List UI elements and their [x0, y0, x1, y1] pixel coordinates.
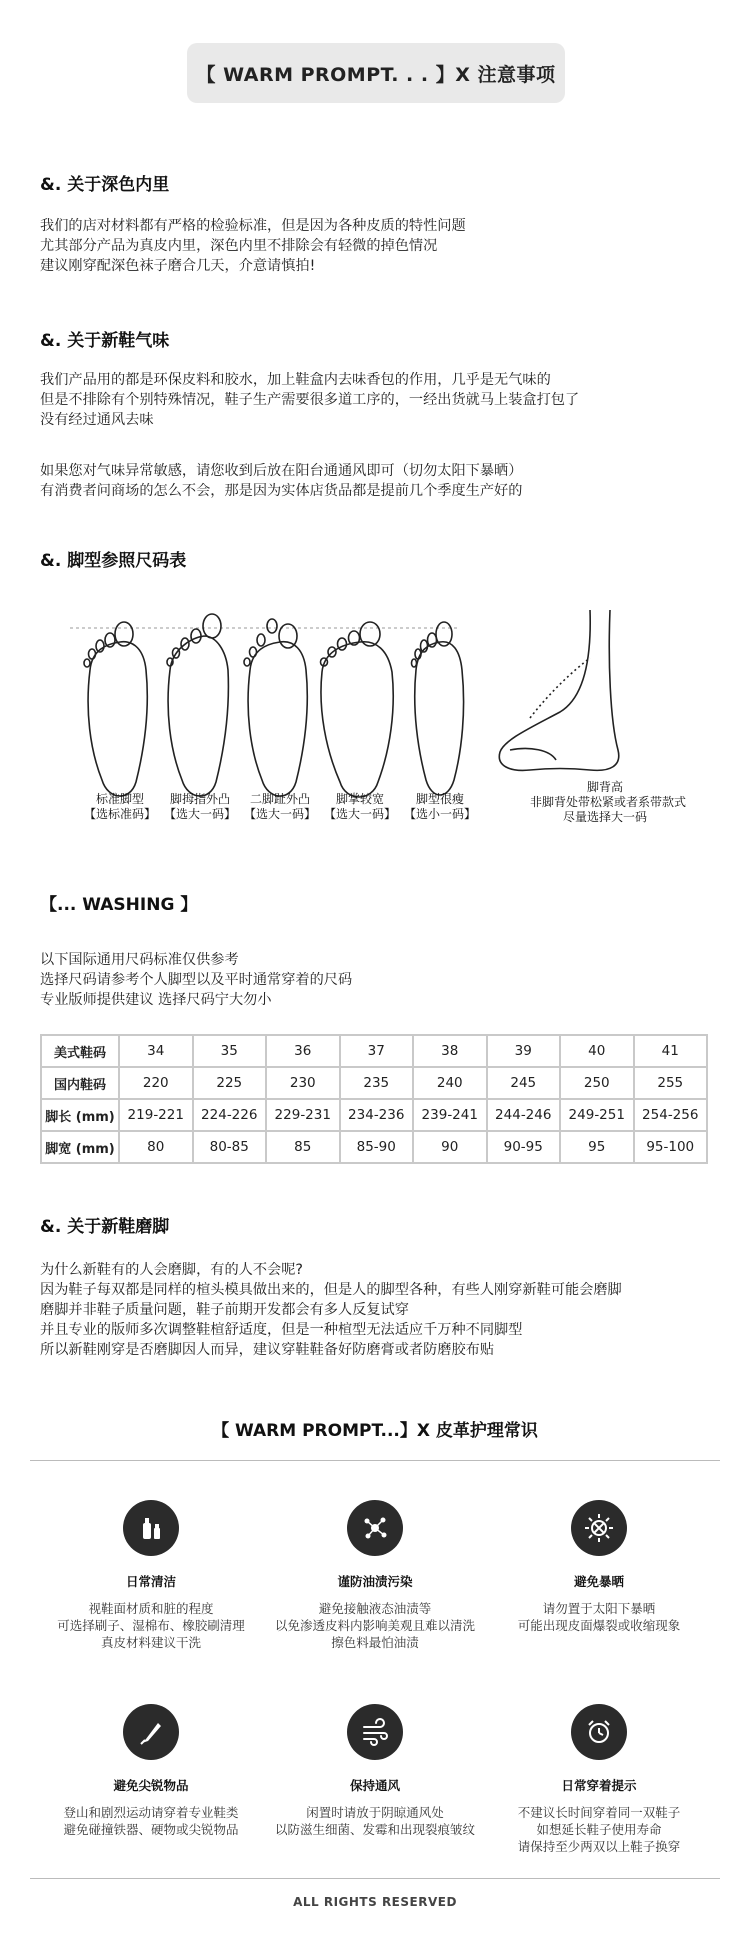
care-item-oil-stain: 谨防油渍污染 避免接触液态油渍等 以免渗透皮料内影响美观且难以清洗 擦色料最怕油渍 [260, 1500, 490, 1651]
foot-label-standard: 标准脚型 【选标准码】 [83, 792, 156, 821]
care-item-cleaning: 日常清洁 视鞋面材质和脏的程度 可选择刷子、湿棉布、橡胶刷清理 真皮材料建议干洗 [36, 1500, 266, 1651]
alarm-clock-icon [571, 1704, 627, 1760]
table-row: 国内鞋码 220 225 230 235 240 245 250 255 [41, 1067, 707, 1099]
size-chart-table [40, 1034, 708, 1164]
smell-text-2: 如果您对气味异常敏感，请您收到后放在阳台通通风即可（切勿太阳下暴晒） 有消费者问商场的怎么不会，那是因为实体店货品都是提前几个季度生产好的 [40, 463, 523, 499]
rubbing-text: 为什么新鞋有的人会磨脚，有的人不会呢? 因为鞋子每双都是同样的楦头模具做出来的，但是人的脚型各种，有些人刚穿新鞋可能会磨脚 磨脚并非鞋子质量问题，鞋子前期开发都会有多人反复试穿 并且专业的版师多次调整鞋楦舒适度，但是一种楦型无法适应千万种不同脚型 所以新鞋刚穿是否磨脚因人而异，建议穿鞋鞋备好防磨膏或者防磨胶布贴 [40, 1262, 622, 1358]
foot-label-big-toe: 脚拇指外凸 【选大一码】 [163, 792, 236, 821]
cleaning-icon [123, 1500, 179, 1556]
table-row: 脚长 (mm) 219-221 224-226 229-231 234-236 239-241 244-246 249-251 254-256 [41, 1099, 707, 1131]
leather-care-title: 【 WARM PROMPT...】X 皮革护理常识 [212, 1421, 538, 1441]
dark-lining-text: 我们的店对材料都有严格的检验标准，但是因为各种皮质的特性问题 尤其部分产品为真皮内里，深色内里不排除会有轻微的掉色情况 建议刚穿配深色袜子磨合几天，介意请慎拍! [40, 218, 466, 274]
care-item-avoid-sun: 避免暴晒 请勿置于太阳下暴晒 可能出现皮面爆裂或收缩现象 [484, 1500, 714, 1634]
section-heading-washing: 【... WASHING 】 [40, 895, 198, 915]
ventilation-icon [347, 1704, 403, 1760]
section-heading-dark-lining: &. 关于深色内里 [40, 175, 170, 195]
stain-icon [347, 1500, 403, 1556]
divider [30, 1878, 720, 1879]
section-heading-new-shoe-smell: &. 关于新鞋气味 [40, 331, 170, 351]
sun-icon [571, 1500, 627, 1556]
care-item-daily-wear: 日常穿着提示 不建议长时间穿着同一双鞋子 如想延长鞋子使用寿命 请保持至少两双以上鞋子换穿 [484, 1704, 714, 1855]
copyright-footer: ALL RIGHTS RESERVED [293, 1895, 457, 1909]
table-row: 美式鞋码 34 35 36 37 38 39 40 41 [41, 1035, 707, 1067]
smell-text: 我们产品用的都是环保皮料和胶水，加上鞋盒内去味香包的作用，几乎是无气味的 但是不排除有个别特殊情况，鞋子生产需要很多道工序的，一经出货就马上装盒打包了 没有经过通风去味 [40, 372, 580, 428]
foot-label-slim: 脚型很瘦 【选小一码】 [403, 792, 476, 821]
foot-label-second-toe: 二脚趾外凸 【选大一码】 [243, 792, 316, 821]
warm-prompt-title: 【 WARM PROMPT. . . 】X 注意事项 [187, 43, 565, 103]
care-item-ventilation: 保持通风 闲置时请放于阴晾通风处 以防滋生细菌、发霉和出现裂痕皱纹 [260, 1704, 490, 1838]
care-item-sharp-objects: 避免尖锐物品 登山和剧烈运动请穿着专业鞋类 避免碰撞铁器、硬物或尖锐物品 [36, 1704, 266, 1838]
section-heading-foot-size-chart: &. 脚型参照尺码表 [40, 551, 187, 571]
size-reference-text: 以下国际通用尺码标准仅供参考 选择尺码请参考个人脚型以及平时通常穿着的尺码 专业版师提供建议 选择尺码宁大勿小 [40, 952, 353, 1008]
section-heading-new-shoe-rubbing: &. 关于新鞋磨脚 [40, 1217, 170, 1237]
sharp-object-icon [123, 1704, 179, 1760]
foot-label-high-instep: 脚背高 非脚背处带松紧或者系带款式 尽量选择大一码 [530, 780, 687, 824]
foot-label-wide: 脚掌较宽 【选大一码】 [323, 792, 396, 821]
divider [30, 1460, 720, 1461]
table-row: 脚宽 (mm) 80 80-85 85 85-90 90 90-95 95 95-100 [41, 1131, 707, 1163]
